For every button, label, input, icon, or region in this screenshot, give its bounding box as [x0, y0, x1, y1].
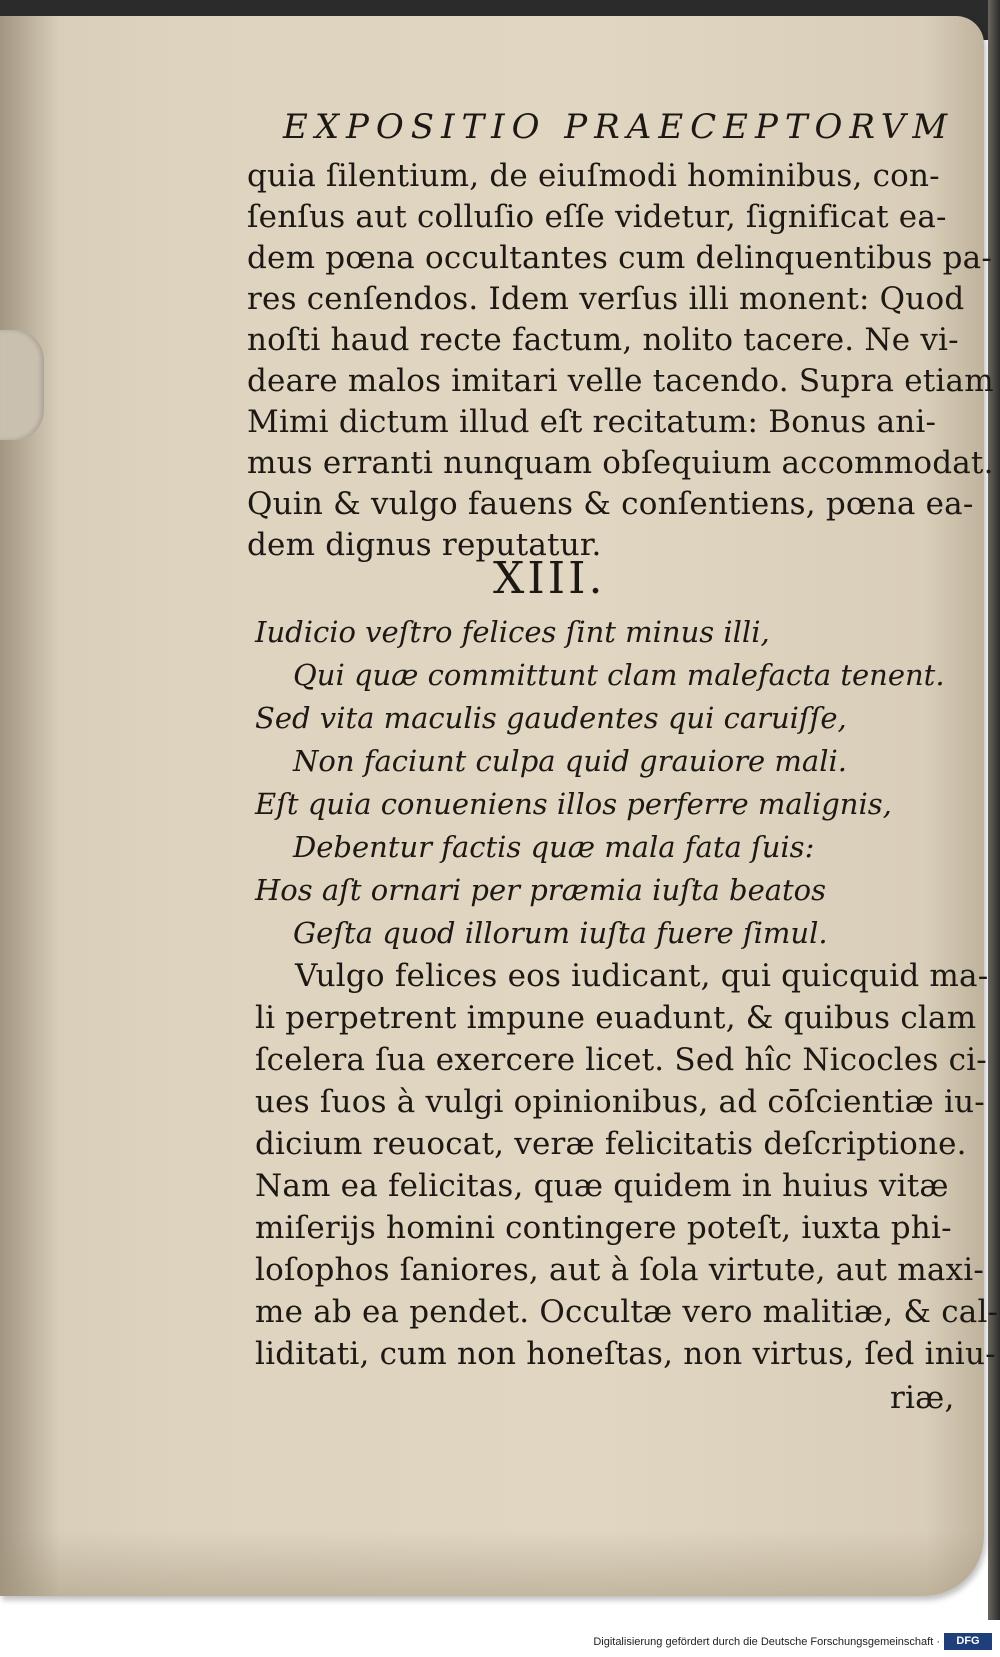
footer-credit: Digitalisierung gefördert durch die Deutsche Forschungsgemeinschaft ·: [593, 1636, 940, 1648]
paragraph-line: ſcelera ſua exercere licet. Sed hîc Nicocles ci-: [255, 1042, 987, 1078]
paragraph-line: res cenſendos. Idem verſus illi monent: Quod: [247, 281, 965, 317]
verse-line: Iudicio veſtro felices ſint minus illi,: [255, 615, 770, 649]
gutter-shadow: [0, 16, 60, 1596]
paragraph-line: dem dignus reputatur.: [247, 527, 602, 563]
paragraph-line: Nam ea felicitas, quæ quidem in huius vitæ: [255, 1168, 949, 1204]
catchword: riæ,: [890, 1380, 955, 1416]
paragraph-line: liditati, cum non honeſtas, non virtus, ſed iniu-: [255, 1336, 996, 1372]
paragraph-line: dicium reuocat, veræ felicitatis deſcriptione.: [255, 1126, 967, 1162]
paragraph-line: mus erranti nunquam obſequium accommodat.: [247, 445, 994, 481]
paragraph-line: me ab ea pendet. Occultæ vero malitiæ, & cal-: [255, 1294, 999, 1330]
paragraph-line: miſerijs homini contingere poteſt, iuxta phi-: [255, 1210, 952, 1246]
dfg-logo[interactable]: DFG: [944, 1633, 992, 1650]
verse-line: Qui quæ committunt clam malefacta tenent.: [293, 658, 945, 692]
paragraph-line: ues ſuos à vulgi opinionibus, ad cōſcientiæ iu-: [255, 1084, 985, 1120]
verse-line: Eſt quia conueniens illos perferre malignis,: [255, 787, 892, 821]
verse-line: Debentur factis quæ mala fata ſuis:: [293, 830, 815, 864]
verse-line: Hos aſt ornari per præmia iuſta beatos: [255, 873, 827, 907]
paragraph-line: Quin & vulgo fauens & conſentiens, pœna ea-: [247, 486, 974, 522]
verse-line: Geſta quod illorum iuſta fuere ſimul.: [293, 916, 828, 950]
paragraph-line: quia ſilentium, de eiuſmodi hominibus, con-: [247, 158, 940, 194]
paragraph-line: dem pœna occultantes cum delinquentibus pa-: [247, 240, 993, 276]
paragraph-line: Mimi dictum illud eſt recitatum: Bonus ani-: [247, 404, 937, 440]
paragraph-line: li perpetrent impune euadunt, & quibus clam: [255, 1000, 977, 1036]
paragraph-line: noſti haud recte factum, nolito tacere. Ne vi-: [247, 322, 959, 358]
verse-line: Sed vita maculis gaudentes qui caruiſſe,: [255, 701, 847, 735]
paragraph-line: deare malos imitari velle tacendo. Supra etiam: [247, 363, 994, 399]
running-head: EXPOSITIO PRAECEPTORVM: [283, 107, 955, 147]
paragraph-line: ſenſus aut colluſio eſſe videtur, ſignificat ea-: [247, 199, 947, 235]
page-bottom-shade: [0, 1530, 984, 1596]
paragraph-line: loſophos ſaniores, aut à ſola virtute, aut maxi-: [255, 1252, 985, 1288]
paragraph-line: Vulgo felices eos iudicant, qui quicquid ma-: [295, 958, 989, 994]
section-heading: XIII.: [493, 553, 606, 604]
page-tab-marker: [0, 330, 44, 440]
verse-line: Non faciunt culpa quid grauiore mali.: [293, 744, 847, 778]
